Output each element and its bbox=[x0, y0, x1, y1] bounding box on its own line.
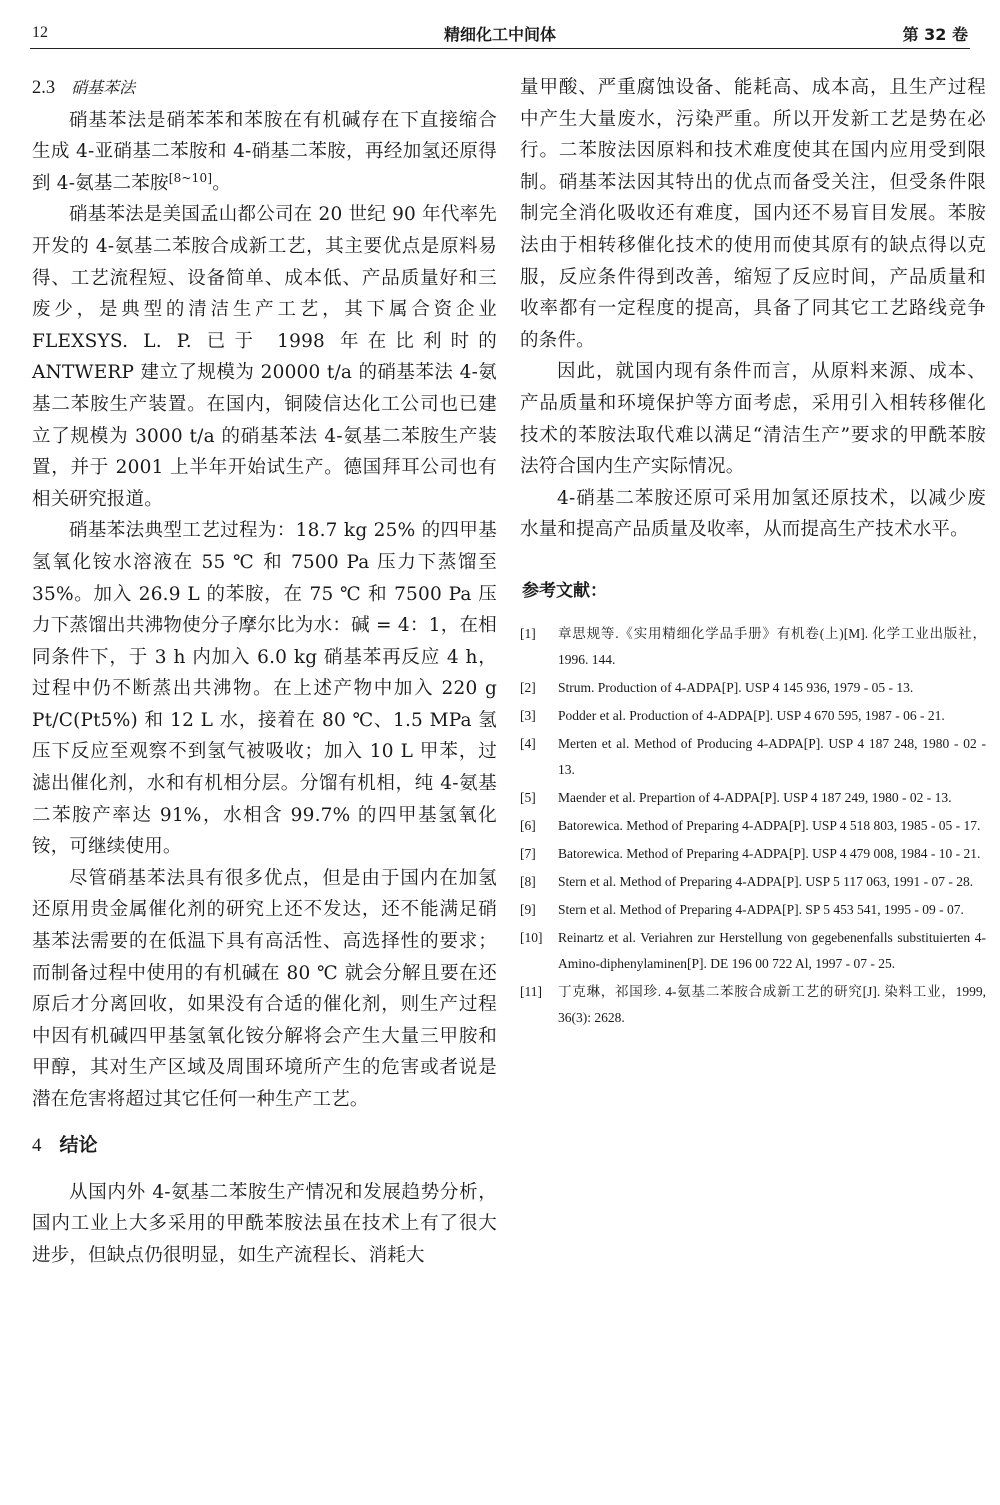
page-number: 12 bbox=[32, 24, 48, 41]
reference-item bbox=[520, 785, 986, 811]
paragraph-nitrobenzene-intro bbox=[32, 105, 497, 200]
reference-text: Stern et al. Method of Preparing 4-ADPA[P]. SP 5 453 541, 1995 - 09 - 07. bbox=[558, 901, 964, 917]
reference-number: [2] bbox=[520, 679, 536, 695]
paragraph-hydrogenation: 4-硝基二苯胺还原可采用加氢还原技术，以减少废水量和提高产品质量及收率，从而提高生产技术水平。 bbox=[520, 487, 986, 541]
page-header bbox=[30, 18, 970, 49]
reference-item bbox=[520, 979, 986, 1031]
reference-number: [11] bbox=[520, 983, 542, 999]
paragraph-text: 硝基苯法是硝苯苯和苯胺在有机碱存在下直接缩合生成 4-亚硝基二苯胺和 4-硝基二苯胺，再经加氢还原得到 4-氨基二苯胺 bbox=[32, 109, 497, 194]
reference-item bbox=[520, 731, 986, 783]
reference-text: Podder et al. Production of 4-ADPA[P]. USP 4 670 595, 1987 - 06 - 21. bbox=[558, 707, 945, 723]
subsection-number: 2.3 bbox=[32, 78, 56, 98]
reference-text: 章思规等.《实用精细化学品手册》有机卷(上)[M]. 化学工业出版社，1996. 144. bbox=[558, 625, 986, 667]
left-column bbox=[32, 72, 497, 1271]
paragraph-recommendation: 因此，就国内现有条件而言，从原料来源、成本、产品质量和环境保护等方面考虑，采用引入相转移催化技术的苯胺法取代难以满足“清洁生产”要求的甲酰苯胺法符合国内生产实际情况。 bbox=[520, 361, 986, 478]
reference-item bbox=[520, 897, 986, 923]
reference-number: [8] bbox=[520, 873, 536, 889]
paragraph-drawbacks: 尽管硝基苯法具有很多优点，但是由于国内在加氢还原用贵金属催化剂的研究上还不发达，还不能满足硝基苯法需要的在低温下具有高活性、高选择性的要求；而制备过程中使用的有机碱在 80 ℃ 就会分解且要在还原后才分离回收，如果没有合适的催化剂，则生产过程中因有机碱四甲基氢氧化铵分解将会产生大量三甲胺和甲醇，其对生产区域及周围环境所产生的危害或者说是潜在危害将超过其它任何一种生产工艺。 bbox=[32, 867, 497, 1110]
reference-number: [10] bbox=[520, 929, 543, 945]
reference-text: Reinartz et al. Veriahren zur Herstellung von gegebenenfalls substituierten 4-Amino-diphenylaminen[P]. DE 196 00 722 Al, 1997 - 07 - 25. bbox=[558, 929, 986, 971]
subsection-title: 硝基苯法 bbox=[71, 78, 136, 97]
reference-number: [9] bbox=[520, 901, 536, 917]
reference-item bbox=[520, 869, 986, 895]
reference-number: [3] bbox=[520, 707, 536, 723]
reference-text: 丁克琳，祁国珍. 4-氨基二苯胺合成新工艺的研究[J]. 染料工业，1999, 36(3): 2628. bbox=[558, 983, 986, 1025]
reference-item bbox=[520, 621, 986, 673]
reference-number: [7] bbox=[520, 845, 536, 861]
reference-text: Strum. Production of 4-ADPA[P]. USP 4 145 936, 1979 - 05 - 13. bbox=[558, 679, 914, 695]
section-number: 4 bbox=[32, 1134, 42, 1156]
reference-item bbox=[520, 813, 986, 839]
reference-item bbox=[520, 841, 986, 867]
paragraph-process: 硝基苯法典型工艺过程为：18.7 kg 25% 的四甲基氢氧化铵水溶液在 55 ℃ 和 7500 Pa 压力下蒸馏至 35%。加入 26.9 L 的苯胺，在 75 ℃ 和 7500 Pa 压力下蒸馏出共沸物使分子摩尔比为水：碱 = 4：1，在相同条件下，于 3 h 内加入 6.0 kg 硝基苯再反应 4 h，过程中仍不断蒸出共沸物。在上述产物中加入 220 g Pt/C(Pt5%) 和 12 L 水，接着在 80 ℃、1.5 MPa 氢压下反应至观察不到氢气被吸收；加入 10 L 甲苯，过滤出催化剂，水和有机相分层。分馏有机相，纯 4-氨基二苯胺产率达 91%，水相含 99.7% 的四甲基氢氧化铵，可继续使用。 bbox=[32, 520, 497, 858]
references-heading: 参考文献： bbox=[522, 580, 607, 601]
paragraph-conclusion-cont: 量甲酸、严重腐蚀设备、能耗高、成本高，且生产过程中产生大量废水，污染严重。所以开发新工艺是势在必行。二苯胺法因原料和技术难度使其在国内应用受到限制。硝基苯法因其特出的优点而备受关注，但受条件限制完全消化吸收还有难度，国内还不易盲目发展。苯胺法由于相转移催化技术的使用而使其原有的缺点得以克服，反应条件得到改善，缩短了反应时间，产品质量和收率都有一定程度的提高，具备了同其它工艺路线竞争的条件。 bbox=[520, 77, 986, 351]
reference-number: [6] bbox=[520, 817, 536, 833]
section-title: 结论 bbox=[59, 1133, 98, 1156]
reference-number: [1] bbox=[520, 625, 536, 641]
reference-text: Stern et al. Method of Preparing 4-ADPA[P]. USP 5 117 063, 1991 - 07 - 28. bbox=[558, 873, 974, 889]
paragraph-monsanto: 硝基苯法是美国孟山都公司在 20 世纪 90 年代率先开发的 4-氨基二苯胺合成新工艺，其主要优点是原料易得、工艺流程短、设备简单、成本低、产品质量好和三废少，是典型的清洁生产工艺，其下属合资企业 FLEXSYS. L. P. 已于 1998 年在比利时的 ANTWERP 建立了规模为 20000 t/a 的硝基苯法 4-氨基二苯胺生产装置。在国内，铜陵信达化工公司也已建立了规模为 3000 t/a 的硝基苯法 4-氨基二苯胺生产装置，并于 2001 上半年开始试生产。德国拜耳公司也有相关研究报道。 bbox=[32, 204, 497, 510]
reference-text: Batorewica. Method of Preparing 4-ADPA[P]. USP 4 479 008, 1984 - 10 - 21. bbox=[558, 845, 981, 861]
citation-superscript: [8~10] bbox=[168, 170, 213, 185]
reference-item bbox=[520, 675, 986, 701]
reference-number: [5] bbox=[520, 789, 536, 805]
reference-item bbox=[520, 925, 986, 977]
reference-text: Maender et al. Prepartion of 4-ADPA[P]. USP 4 187 249, 1980 - 02 - 13. bbox=[558, 789, 952, 805]
reference-item bbox=[520, 703, 986, 729]
journal-title: 精细化工中间体 bbox=[443, 25, 556, 44]
subsection-heading-2-3 bbox=[32, 72, 497, 105]
section-heading-4 bbox=[32, 1130, 497, 1161]
reference-text: Merten et al. Method of Producing 4-ADPA[P]. USP 4 187 248, 1980 - 02 - 13. bbox=[558, 735, 986, 777]
reference-text: Batorewica. Method of Preparing 4-ADPA[P]. USP 4 518 803, 1985 - 05 - 17. bbox=[558, 817, 981, 833]
paragraph-end: 。 bbox=[212, 172, 231, 194]
right-column bbox=[520, 72, 986, 1033]
reference-list bbox=[520, 621, 986, 1031]
volume-label: 第 32 卷 bbox=[902, 25, 968, 44]
paragraph-conclusion-start: 从国内外 4-氨基二苯胺生产情况和发展趋势分析，国内工业上大多采用的甲酰苯胺法虽在技术上有了很大进步，但缺点仍很明显，如生产流程长、消耗大 bbox=[32, 1181, 497, 1266]
reference-number: [4] bbox=[520, 735, 536, 751]
